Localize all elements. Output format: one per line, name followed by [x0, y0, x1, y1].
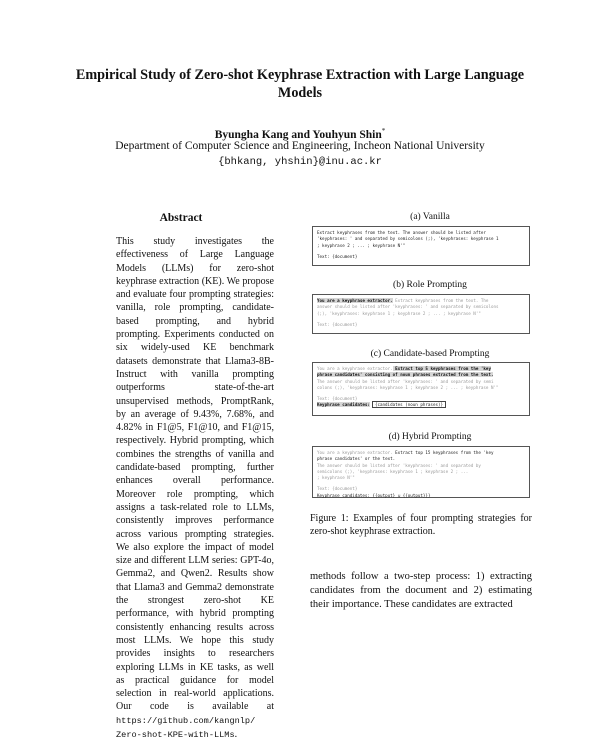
code-url-end: .: [234, 728, 238, 740]
prompt-line: semicolons (;), 'keyphrases: keyphrase 1 ; keyphrase 2 ; ...: [317, 468, 469, 474]
panel-title-candidate: (c) Candidate-based Prompting: [370, 349, 490, 359]
code-url-part-1[interactable]: https://github.com/kangnlp/: [116, 715, 256, 726]
title-line-1: Empirical Study of Zero-shot Keyphrase Extraction with Large Language: [75, 67, 525, 83]
instruction-highlight: phrase candidates' consisting of noun phrases extracted from the text.: [317, 372, 494, 378]
prompt-line: ; keyphrase 2 ; ... ; keyphrase N'": [317, 242, 406, 248]
prompt-line: (;), 'keyphrases: keyphrase 1 ; keyphrase 2 ; ... ; keyphrase N'": [317, 310, 481, 316]
prompt-line: 'keyphrases: ' and separated by semicolons (;), 'keyphrases: keyphrase 1: [317, 236, 499, 242]
author-emails: {bhkang, yhshin}@inu.ac.kr: [218, 156, 382, 168]
author-names: Byungha Kang and Youhyun Shin: [214, 128, 382, 141]
instruction-highlight: Extract top 5 keyphrases from the 'key: [392, 366, 491, 371]
prompt-line: Extract keyphrases from the text. The answer should be listed after: [317, 230, 486, 235]
role-text: You are a keyphrase extractor.: [317, 366, 393, 371]
body-paragraph: methods follow a two-step process: 1) extracting candidates from the document and 2) estimating their importance. These candidates are extracted: [310, 571, 532, 610]
prompt-line: The answer should be listed after 'keyphrases: ' and separated by: [317, 462, 481, 468]
candidates-value: {{output} ∪ {{output}}}: [372, 492, 431, 498]
panel-title-role: (b) Role Prompting: [393, 280, 467, 290]
prompt-line: The answer should be listed after 'keyphrases: ' and separated by semi: [317, 378, 494, 384]
author-mark: *: [381, 127, 386, 135]
candidates-label: Keyphrase candidates:: [317, 492, 370, 498]
figure-caption: Figure 1: Examples of four prompting strategies for zero-shot keyphrase extraction.: [310, 513, 532, 538]
role-highlight: You are a keyphrase extractor.: [317, 298, 393, 303]
abstract-heading: Abstract: [159, 212, 203, 224]
title-line-2: Models: [277, 85, 323, 101]
prompt-text-field: Text: {document}: [317, 396, 358, 402]
role-text: You are a keyphrase extractor.: [317, 450, 393, 455]
prompt-text-field: Text: {document}: [317, 253, 358, 259]
prompt-line-text: Extract keyphrases from the text. The: [392, 298, 489, 303]
code-url-part-2[interactable]: Zero-shot-KPE-with-LLMs: [116, 729, 235, 740]
panel-title-hybrid: (d) Hybrid Prompting: [388, 432, 472, 442]
panel-title-vanilla: (a) Vanilla: [410, 212, 450, 222]
candidates-line: [317, 402, 525, 408]
prompt-box-hybrid: [312, 446, 530, 498]
candidates-value: {candidates (noun phrases)}: [372, 401, 446, 408]
prompt-line: colons (;), 'keyphrases: keyphrase 1 ; keyphrase 2 ; ... ; keyphrase N'": [317, 384, 499, 390]
abstract-paragraph: [116, 235, 274, 742]
instruction-text: Extract top 15 keyphrases from the 'key: [392, 450, 494, 455]
prompt-line: ; keyphrase N'": [317, 475, 355, 481]
abstract-text: This study investigates the effectiveness of Large Language Models (LLMs) for zero-shot keyphrase extraction (KE). We propose and evaluate four prompting strategies: vanilla, role prompting, candidate-based prompting, and hybrid prompting. Experiments conducted on six widely-used KE benchmark datasets demonstrate that Llama3-8B-Instruct with vanilla prompting outperforms state-of-the-art unsupervised methods, PromptRank, by an average of 9.43%, 7.68%, and 4.82% in F1@5, F1@10, and F1@15, respectively. Hybrid prompting, which combines the strengths of vanilla and candidate-based prompting, further enhances overall performance. Moreover role prompting, which assigns a task-related role to LLMs, consistently improves performance across various prompting strategies. We also explore the impact of model size and different LLM series: GPT-4o, Gemma2, and Qwen2. Results show that Llama3 and Gemma2 demonstrate the strongest zero-shot KE performance, with hybrid prompting consistently enhancing results across most LLMs. We hope this study provides insights to researchers exploring LLMs in KE tasks, as well as practical guidance for model selection in real-world applications. Our code is available at: [116, 236, 274, 713]
candidates-line: [317, 493, 525, 499]
affiliation: Department of Computer Science and Engineering, Incheon National University: [115, 140, 485, 152]
paper-title: [60, 66, 540, 102]
prompt-box-candidate: [312, 362, 530, 416]
prompt-text-field: Text: {document}: [317, 321, 358, 327]
prompt-box-role: [312, 294, 530, 334]
prompt-text-field: Text: {document}: [317, 486, 358, 492]
candidates-label: Keyphrase candidates:: [317, 402, 370, 408]
prompt-line: answer should be listed after 'keyphrases: ' and separated by semicolons: [317, 304, 499, 310]
prompt-box-vanilla: [312, 226, 530, 266]
prompt-line: phrase candidates' or the text.: [317, 456, 396, 462]
abstract-body: [116, 235, 274, 742]
